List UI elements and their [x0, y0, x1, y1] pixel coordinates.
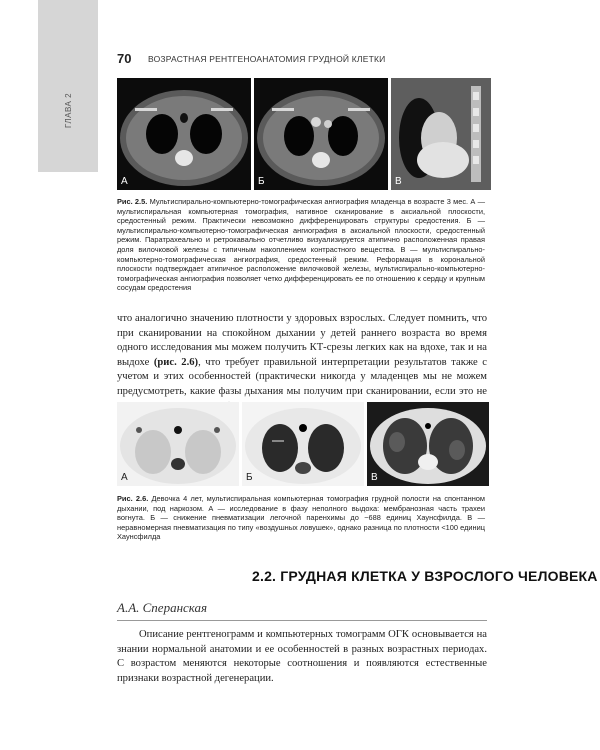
body-paragraph-2: Описание рентгенограмм и компьютерных томограмм ОГК основывается на знании нормальной анатомии и ее особенностей в разных возрастных периодах. С возрастом меняются некоторые соотношения и появляются естественные признаки возрастной дегенерации.	[117, 629, 487, 684]
ct-image-2-5-a	[117, 78, 251, 190]
figure-2-6-caption	[117, 494, 485, 542]
figure-2-5-images	[117, 78, 491, 190]
panel-label: В	[371, 472, 378, 483]
panel-label: А	[121, 176, 128, 187]
section-title: 2.2. ГРУДНАЯ КЛЕТКА У ВЗРОСЛОГО ЧЕЛОВЕКА	[252, 568, 598, 584]
running-head: ВОЗРАСТНАЯ РЕНТГЕНОАНАТОМИЯ ГРУДНОЙ КЛЕТКИ	[148, 54, 386, 64]
paragraph-1-after: , что требует правильной интерпретации результатов также с учетом и этих особенностей (практически никогда у младенцев мы не можем предусмотреть, какие фазы дыхания мы получим при сканировании, если это не	[117, 356, 487, 397]
figure-2-6-label: Рис. 2.6.	[117, 494, 149, 503]
panel-label: Б	[258, 176, 265, 187]
author-divider	[117, 620, 487, 621]
figure-2-5-caption	[117, 197, 485, 293]
ct-image-2-6-b	[242, 402, 364, 486]
figure-2-6-caption-text: Девочка 4 лет, мультиспиральная компьютерная томография грудной полости на спонтанном дыхании, под наркозом. А — исследование в фазу неполного выдоха: мембранозная часть трахеи вогнута. Б — снижение пневматизации легочной паренхимы до −688 единиц Хаунсфилда. В — неравномерная пневматизация по типу «воздушных ловушек», однако разница по плотности <100 единиц Хаунсфилда	[117, 494, 485, 542]
ct-image-2-6-a	[117, 402, 239, 486]
page-number: 70	[117, 51, 132, 66]
body-paragraph-1	[117, 312, 487, 414]
panel-label: А	[121, 472, 128, 483]
figure-reference: (рис. 2.6)	[153, 356, 199, 368]
ct-image-2-5-c	[391, 78, 491, 190]
figure-2-5-label: Рис. 2.5.	[117, 197, 148, 206]
author-name: А.А. Сперанская	[117, 600, 208, 615]
paragraph-1-before: что аналогично значению плотности у здоровых взрослых. Следует помнить, что при сканировании на спокойном дыхании у детей раннего возраста во время одного исследования мы можем получить КТ-срезы легких как на вдохе, так и на выдохе	[117, 313, 487, 368]
figure-2-5-caption-text: Мультиспирально-компьютерно-томографическая ангиография младенца в возрасте 3 мес. А — мультиспиральная компьютерная томография, нативное сканирование в аксиальной плоскости, средостенный режим. Практически невозможно дифференцировать структуры средостения. Б — мультиспирально-компьютерно-томографическая ангиография в аксиальной плоскости, средостенный режим. Паратрахеально и ретрокавально отчетливо визуализируется атипично расположенная правая доля вилочковой железы с типичным накоплением контрастного вещества. В — мультиспирально-компьютерно-томографическая ангиография, средостенный режим. Реформация в корональной плоскости подтверждает атипичное расположение вилочковой железы, мультиспирально-компьютерно-томографическая ангиография позволяет четко дифференцировать ее по отношению к сердцу и крупным сосудам средостения	[117, 197, 485, 293]
panel-label: Б	[246, 472, 253, 483]
chapter-label: ГЛАВА 2	[64, 92, 73, 128]
panel-label: В	[395, 176, 402, 187]
ct-image-2-6-c	[367, 402, 489, 486]
figure-2-6-images	[117, 402, 489, 486]
ct-image-2-5-b	[254, 78, 388, 190]
